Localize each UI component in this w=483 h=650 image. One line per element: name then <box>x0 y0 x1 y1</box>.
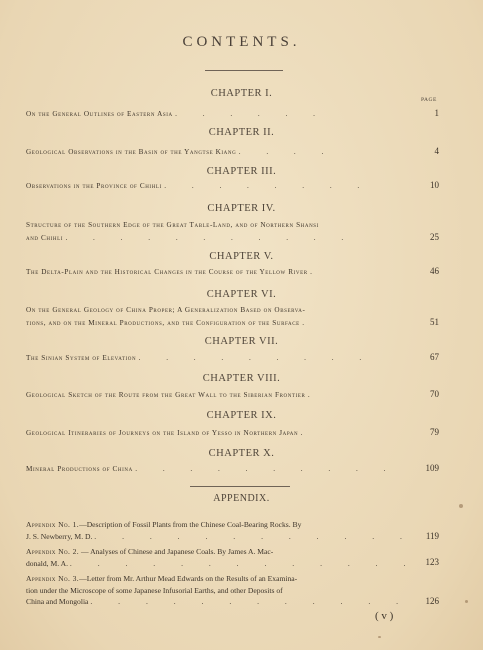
chapter-entry-title: Geological Observations in the Basin of the Yangtse Kiang . . . . <box>26 148 336 156</box>
chapter-page-number: 1 <box>434 108 439 118</box>
chapter-heading: CHAPTER I. <box>210 88 273 99</box>
chapter-heading: CHAPTER III. <box>206 166 277 177</box>
chapter-entry-title: On the General Geology of China Proper; A Generalization Based on Observa- tions, and on the Mineral Productions, and the Configuration of the Surface . <box>26 306 317 327</box>
chapter-entry-title: On the General Outlines of Eastern Asia . . . . . . <box>26 110 327 118</box>
chapter-page-number: 10 <box>430 180 439 190</box>
chapter-entry-title: Mineral Productions of China . . . . . . . . . . <box>26 465 398 473</box>
foxing-spot <box>465 600 468 603</box>
chapter-heading: CHAPTER IV. <box>207 203 276 214</box>
chapter-page-number: 25 <box>430 232 439 242</box>
chapter-heading: CHAPTER IX. <box>206 410 277 421</box>
appendix-entry: Appendix No. 2. — Analyses of Chinese and Japanese Coals. By James A. Mac- donald, M. A. . . . . . . . . . . . . . <box>26 547 418 568</box>
chapter-page-number: 79 <box>430 427 439 437</box>
appendix-page-number: 119 <box>425 531 439 541</box>
page-folio: ( v ) <box>375 610 394 622</box>
chapter-entry-title: Observations in the Province of Chihli . . . . . . . . <box>26 182 372 190</box>
chapter-page-number: 70 <box>430 389 439 399</box>
chapter-heading: CHAPTER V. <box>209 251 274 262</box>
chapter-heading: CHAPTER X. <box>208 448 275 459</box>
appendix-rule <box>190 486 290 487</box>
chapter-entry-title: Structure of the Southern Edge of the Great Table-Land, and of Northern Shansi and Chihli . . . . . . . . . . . <box>26 221 356 242</box>
chapter-page-number: 67 <box>430 352 439 362</box>
appendix-heading: APPENDIX. <box>213 493 270 504</box>
title-rule <box>205 70 283 71</box>
foxing-spot <box>378 636 381 638</box>
appendix-page-number: 123 <box>425 557 439 567</box>
chapter-heading: CHAPTER VI. <box>206 289 277 300</box>
chapter-entry-title: The Delta-Plain and the Historical Changes in the Course of the Yellow River . <box>26 268 324 276</box>
appendix-page-number: 126 <box>425 596 439 606</box>
chapter-page-number: 46 <box>430 266 439 276</box>
page-column-label: PAGE <box>421 97 437 103</box>
appendix-entry: Appendix No. 3.—Letter from Mr. Arthur Mead Edwards on the Results of an Examina- tion under the Microscope of some Japanese Infusorial Earths, and other Deposits of China and Mongolia . . . . . . . . . . . . <box>26 574 411 606</box>
chapter-page-number: 109 <box>425 463 439 473</box>
chapter-heading: CHAPTER VII. <box>204 336 279 347</box>
chapter-heading: CHAPTER II. <box>208 127 275 138</box>
chapter-entry-title: The Sinian System of Elevation . . . . . . . . . <box>26 354 374 362</box>
appendix-entry: Appendix No. 1.—Description of Fossil Plants from the Chinese Coal-Bearing Rocks. By J. S. Newberry, M. D. . . . . . . . . . . . . <box>26 520 414 541</box>
chapter-heading: CHAPTER VIII. <box>202 373 281 384</box>
chapter-entry-title: Geological Itineraries of Journeys on the Island of Yesso in Northern Japan . <box>26 429 315 437</box>
page-title: CONTENTS. <box>182 34 301 50</box>
chapter-page-number: 51 <box>430 317 439 327</box>
chapter-entry-title: Geological Sketch of the Route from the Great Wall to the Siberian Frontier . <box>26 391 322 399</box>
chapter-page-number: 4 <box>434 146 439 156</box>
foxing-spot <box>459 504 463 508</box>
